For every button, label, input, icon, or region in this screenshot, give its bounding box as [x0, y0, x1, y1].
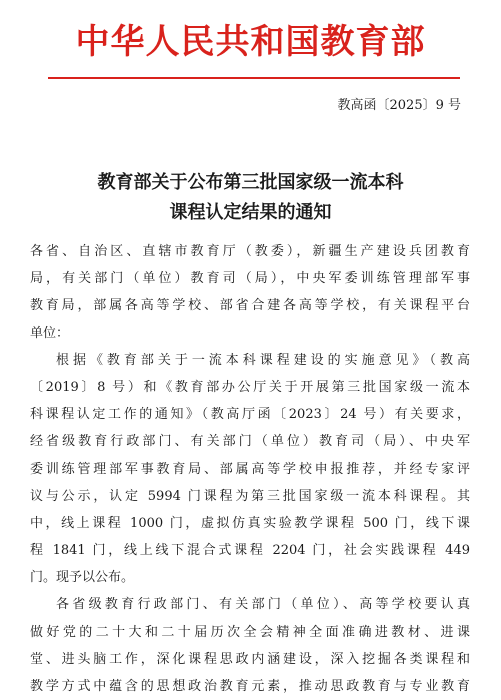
document-body	[30, 238, 470, 700]
paragraph-line: 堂、进头脑工作，深化课程思政内涵建设，深入挖掘各类课程和	[30, 651, 470, 667]
document-title	[0, 168, 501, 228]
issuing-authority-title: 中华人民共和国教育部	[75, 22, 426, 62]
paragraph-line: 各省级教育行政部门、有关部门（单位）、高等学校要认真	[56, 597, 470, 613]
addressee-line: 各省、自治区、直辖市教育厅（教委），新疆生产建设兵团教育	[30, 244, 470, 259]
document-number: 教高函〔2025〕9 号	[337, 98, 461, 113]
paragraph-line: 程 1841 门，线上线下混合式课程 2204 门，社会实践课程 449	[30, 543, 470, 559]
document-title-line-1: 教育部关于公布第三批国家级一流本科	[97, 172, 404, 193]
paragraph-line: 委训练管理部军事教育局、部属高等学校申报推荐，并经专家评	[30, 461, 470, 477]
addressee-line: 局，有关部门（单位）教育司（局），中央军委训练管理部军事	[30, 271, 470, 287]
paragraph-line: 议与公示，认定 5994 门课程为第三批国家级一流本科课程。其	[30, 488, 470, 504]
paragraph-line: 教学方式中蕴含的思想政治教育元素，推动思政教育与专业教育	[30, 679, 470, 694]
paragraph-line: 做好党的二十大和二十届历次全会精神全面准确进教材、进课	[30, 624, 470, 640]
document-title-line-2: 课程认定结果的通知	[169, 202, 332, 223]
addressee-line: 教育局，部属各高等学校、部省合建各高等学校，有关课程平台	[30, 298, 470, 314]
paragraph-line: 〔2019〕8 号）和《教育部办公厅关于开展第三批国家级一流本	[30, 379, 470, 395]
addressee-line: 单位：	[30, 325, 70, 341]
paragraph-line: 根据《教育部关于一流本科课程建设的实施意见》（教高	[56, 352, 470, 368]
paragraph-line: 中，线上课程 1000 门，虚拟仿真实验教学课程 500 门，线下课	[30, 515, 470, 531]
paragraph-line: 门。现予以公布。	[30, 570, 135, 586]
paragraph-line: 经省级教育行政部门、有关部门（单位）教育司（局）、中央军	[30, 434, 470, 450]
paragraph-line: 科课程认定工作的通知》（教高厅函〔2023〕24 号）有关要求，	[30, 407, 470, 423]
red-divider-line	[48, 77, 460, 79]
